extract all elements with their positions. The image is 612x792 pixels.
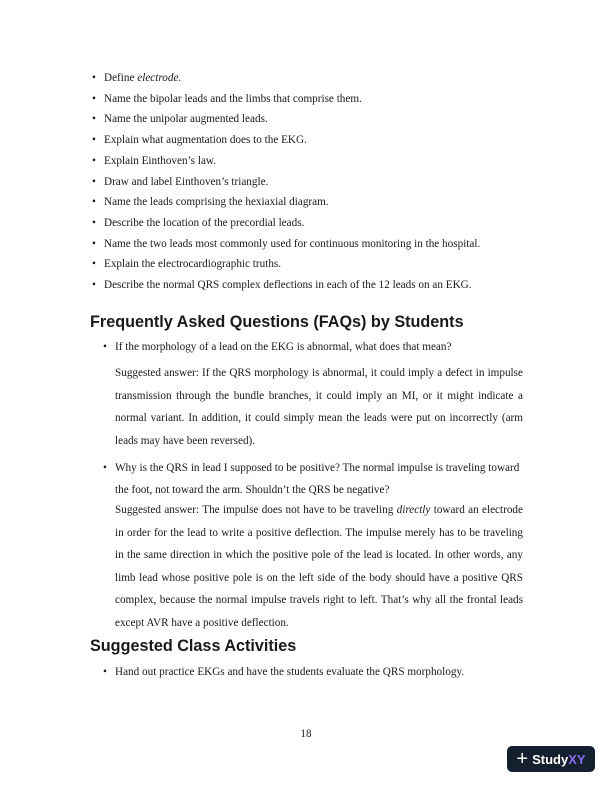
badge-text-study: Study	[532, 751, 569, 767]
list-item: • Draw and label Einthoven’s triangle.	[104, 172, 544, 193]
bullet: •	[103, 341, 107, 353]
studyxy-badge[interactable]	[507, 746, 595, 772]
activities-heading: Suggested Class Activities	[90, 637, 297, 655]
list-item: • Describe the normal QRS complex deflections in each of the 12 leads on an EKG.	[104, 275, 544, 296]
faq-answer-2: Suggested answer: The impulse does not have to be traveling directly toward an electrode in order for the lead to write a positive deflection. The impulse merely has to be traveling in the same direction in which the positive pole of the lead is located. In other words, any limb lead whose positive pole is on the left side of the body should have a positive QRS complex, because the normal impulse travels right to left. That’s why all the frontal leads except AVR have a positive deflection.	[115, 504, 523, 629]
badge-text-xy: XY	[568, 751, 586, 767]
faq-heading: Frequently Asked Questions (FAQs) by Students	[90, 313, 464, 331]
faq-answer-1: Suggested answer: If the QRS morphology is abnormal, it could imply a defect in impulse transmission through the bundle branches, it could imply an MI, or it might indicate a normal variant. In addition, it could simply mean the leads were put on incorrectly (arm leads may have been reversed).	[115, 367, 523, 447]
activity-item: • Hand out practice EKGs and have the students evaluate the QRS morphology.	[115, 662, 523, 684]
bullet: •	[103, 666, 107, 678]
list-item: • Name the unipolar augmented leads.	[104, 109, 544, 130]
list-item: • Name the two leads most commonly used for continuous monitoring in the hospital.	[104, 234, 544, 255]
objectives-list	[104, 68, 544, 296]
list-item: • Explain the electrocardiographic truths.	[104, 254, 544, 275]
bullet: •	[103, 462, 107, 474]
list-item: • Explain what augmentation does to the EKG.	[104, 130, 544, 151]
list-item: • Describe the location of the precordial leads.	[104, 213, 544, 234]
faq-question-1: • If the morphology of a lead on the EKG is abnormal, what does that mean?	[115, 337, 523, 359]
faq-question-2: • Why is the QRS in lead I supposed to be positive? The normal impulse is traveling toward the foot, not toward the arm. Shouldn’t the QRS be negative?	[115, 458, 523, 501]
plus-icon: +	[516, 748, 529, 770]
list-item: • Define electrode.	[104, 68, 544, 89]
list-item: • Explain Einthoven’s law.	[104, 151, 544, 172]
list-item: • Name the leads comprising the hexiaxial diagram.	[104, 192, 544, 213]
list-item: • Name the bipolar leads and the limbs that comprise them.	[104, 89, 544, 110]
page-number: 18	[300, 728, 312, 740]
